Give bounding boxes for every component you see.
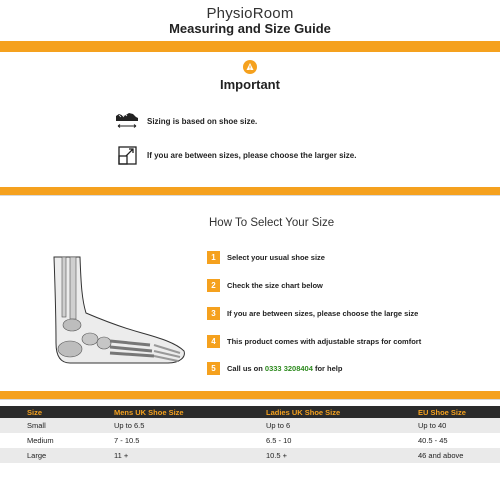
column-header-mens: Mens UK Shoe Size <box>87 406 239 418</box>
step-text: This product comes with adjustable straps for comfort <box>227 337 422 346</box>
cell-mens: Up to 6.5 <box>87 418 239 433</box>
table-header-row <box>0 406 500 418</box>
size-table <box>0 406 500 463</box>
step-2 <box>207 279 323 292</box>
column-header-eu: EU Shoe Size <box>391 406 500 418</box>
cell-size: Large <box>0 448 87 463</box>
resize-icon <box>115 144 139 166</box>
select-title: How To Select Your Size <box>209 217 335 229</box>
note-between-sizes <box>115 144 356 166</box>
brand-prefix: Physio <box>206 5 253 22</box>
table-row <box>0 418 500 433</box>
step-4 <box>207 335 421 348</box>
cell-eu: 46 and above <box>391 448 500 463</box>
note-text: Sizing is based on shoe size. <box>147 116 258 126</box>
step-text-suffix: for help <box>312 364 343 373</box>
warning-icon <box>243 60 257 74</box>
table-row <box>0 448 500 463</box>
cell-mens: 7 - 10.5 <box>114 436 140 445</box>
middle-rule <box>0 195 500 196</box>
step-number: 3 <box>207 307 220 320</box>
step-1 <box>207 251 325 264</box>
bottom-rule <box>0 399 500 400</box>
cell-size: Medium <box>27 436 54 445</box>
step-text: Check the size chart below <box>227 281 323 290</box>
middle-divider <box>0 187 500 195</box>
note-text: If you are between sizes, please choose the larger size. <box>147 150 357 160</box>
step-text-prefix: Call us on <box>227 364 265 373</box>
cell-ladies: 10.5 + <box>239 448 391 463</box>
cell-eu: 40.5 - 45 <box>418 436 448 445</box>
important-title: Important <box>220 77 280 92</box>
step-3 <box>207 307 418 320</box>
column-header-ladies: Ladies UK Shoe Size <box>239 406 391 418</box>
brand-suffix: Room <box>252 5 294 22</box>
step-text: If you are between sizes, please choose the large size <box>227 309 419 318</box>
step-number: 5 <box>207 362 220 375</box>
cell-mens: 11 + <box>87 448 239 463</box>
step-text <box>227 364 342 373</box>
step-5 <box>207 362 342 375</box>
step-text: Select your usual shoe size <box>227 253 325 262</box>
step-number: 2 <box>207 279 220 292</box>
step-number: 1 <box>207 251 220 264</box>
note-shoe-size <box>115 110 257 132</box>
foot-skeleton-illustration <box>50 255 190 375</box>
phone-number[interactable]: 0333 3208404 <box>264 364 313 373</box>
bottom-divider <box>0 391 500 399</box>
top-divider <box>0 41 500 52</box>
page-title: Measuring and Size Guide <box>169 21 331 36</box>
table-row <box>0 433 500 448</box>
cell-ladies: Up to 6 <box>239 418 391 433</box>
brand-logo <box>0 5 500 22</box>
step-number: 4 <box>207 335 220 348</box>
shoe-width-icon <box>115 110 139 132</box>
cell-ladies: 6.5 - 10 <box>266 436 292 445</box>
cell-size: Small <box>0 418 87 433</box>
column-header-size: Size <box>0 406 87 418</box>
cell-eu: Up to 40 <box>391 418 500 433</box>
